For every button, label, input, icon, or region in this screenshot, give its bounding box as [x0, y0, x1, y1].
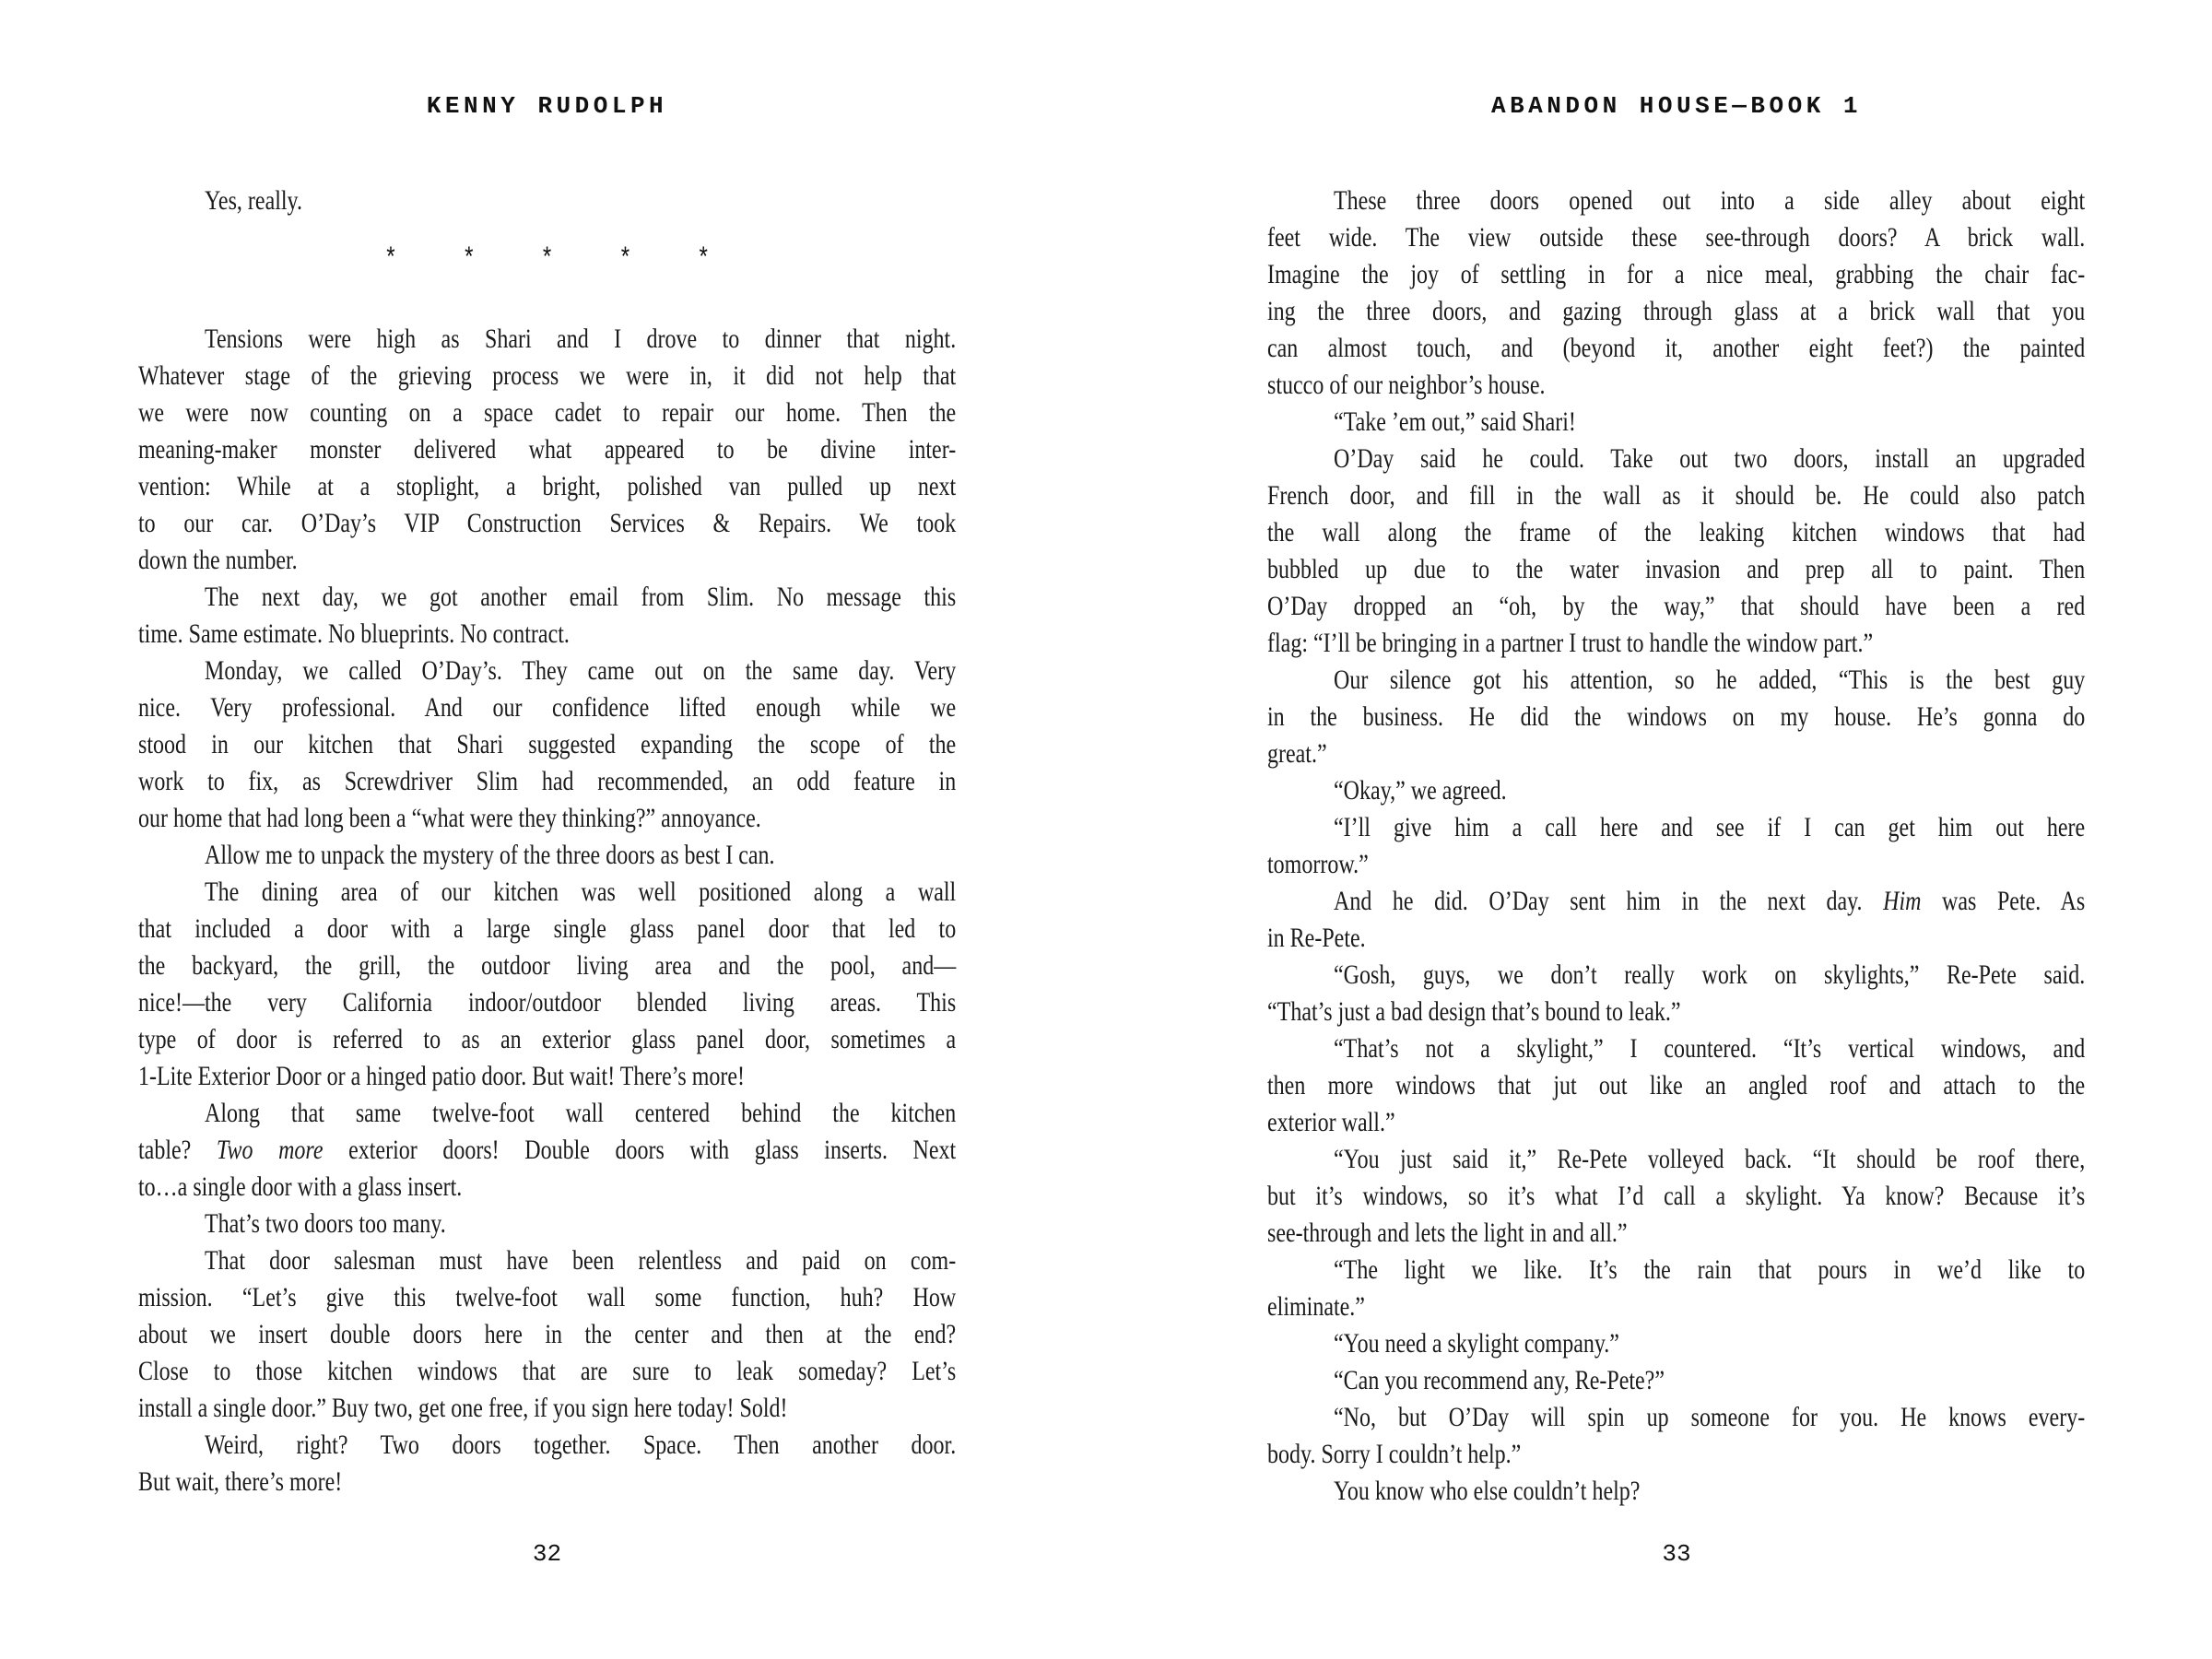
text-line: install a single door.” Buy two, get one free, if you sign here today! Sold! [138, 1393, 788, 1423]
text-line: down the number. [138, 545, 298, 575]
text-line: nice. Very professional. And our confidence lifted enough while we [138, 692, 957, 723]
left-page-text-column [138, 182, 956, 1500]
text-line: the wall along the frame of the leaking kitchen windows that had [1267, 517, 2086, 547]
asterisk-icon: * [697, 244, 711, 276]
right-page-number: 33 [1662, 1540, 1691, 1568]
text-line: O’Day said he could. Take out two doors, install an upgraded [1334, 443, 2086, 474]
text-line: vention: While at a stoplight, a bright, polished van pulled up next [138, 471, 957, 501]
text-line: Monday, we called O’Day’s. They came out on the same day. Very [205, 655, 957, 686]
text-line: “No, but O’Day will spin up someone for you. He knows every- [1334, 1402, 2086, 1432]
running-head-author: KENNY RUDOLPH [426, 92, 668, 120]
text-line: “The light we like. It’s the rain that pours in we’d like to [1334, 1254, 2086, 1285]
text-line: stucco of our neighbor’s house. [1267, 370, 1546, 400]
text-line: “Can you recommend any, Re-Pete?” [1334, 1365, 1665, 1395]
text-line: “Take ’em out,” said Shari! [1334, 406, 1576, 437]
text-line: stood in our kitchen that Shari suggested expanding the scope of the [138, 729, 957, 759]
asterisk-icon: * [540, 244, 554, 276]
text-line: And he did. O’Day sent him in the next day. Him was Pete. As [1334, 886, 2086, 916]
text-line: we were now counting on a space cadet to repair our home. Then the [138, 397, 957, 428]
text-line: Allow me to unpack the mystery of the three doors as best I can. [205, 840, 775, 870]
right-page [1267, 0, 2086, 1659]
text-line: “You need a skylight company.” [1334, 1328, 1619, 1359]
text-line: “Okay,” we agreed. [1334, 775, 1507, 806]
text-line: “Gosh, guys, we don’t really work on skylights,” Re-Pete said. [1334, 959, 2086, 990]
text-line: time. Same estimate. No blueprints. No contract. [138, 618, 570, 649]
text-line: great.” [1267, 738, 1327, 769]
text-line: Weird, right? Two doors together. Space. Then another door. [205, 1430, 957, 1460]
text-line: but it’s windows, so it’s what I’d call a skylight. Ya know? Because it’s [1267, 1181, 2086, 1211]
text-line: Close to those kitchen windows that are sure to leak someday? Let’s [138, 1356, 957, 1386]
text-line: “That’s not a skylight,” I countered. “It’s vertical windows, and [1334, 1033, 2086, 1064]
asterisk-icon: * [462, 244, 476, 276]
text-line: to…a single door with a glass insert. [138, 1171, 463, 1202]
running-head-book-title: ABANDON HOUSE—BOOK 1 [1490, 92, 1863, 120]
text-line: in the business. He did the windows on my house. He’s gonna do [1267, 701, 2086, 732]
text-line: the backyard, the grill, the outdoor living area and the pool, and— [138, 950, 957, 981]
text-line: That door salesman must have been relentless and paid on com- [205, 1245, 957, 1276]
text-line: work to fix, as Screwdriver Slim had recommended, an odd feature in [138, 766, 957, 796]
text-line: 1-Lite Exterior Door or a hinged patio door. But wait! There’s more! [138, 1061, 746, 1091]
text-line: type of door is referred to as an exterior glass panel door, sometimes a [138, 1024, 957, 1054]
text-line: “You just said it,” Re-Pete volleyed back. “It should be roof there, [1334, 1144, 2086, 1174]
text-line: O’Day dropped an “oh, by the way,” that should have been a red [1267, 591, 2086, 621]
text-line: eliminate.” [1267, 1291, 1365, 1322]
text-line: You know who else couldn’t help? [1334, 1476, 1641, 1506]
text-line: feet wide. The view outside these see-through doors? A brick wall. [1267, 222, 2086, 253]
text-line: about we insert double doors here in the center and then at the end? [138, 1319, 957, 1349]
text-line: French door, and fill in the wall as it should be. He could also patch [1267, 480, 2086, 511]
text-line: “I’ll give him a call here and see if I can get him out here [1334, 812, 2086, 842]
text-line: exterior wall.” [1267, 1107, 1395, 1137]
right-page-text-column [1267, 182, 2085, 1510]
left-page [138, 0, 956, 1659]
section-break-asterisks [138, 241, 956, 278]
text-line: Tensions were high as Shari and I drove to dinner that night. [205, 324, 957, 354]
text-line: in Re-Pete. [1267, 923, 1366, 953]
text-line: tomorrow.” [1267, 849, 1369, 879]
text-line: mission. “Let’s give this twelve-foot wall some function, huh? How [138, 1282, 957, 1312]
text-line: The dining area of our kitchen was well positioned along a wall [205, 877, 957, 907]
text-line: Whatever stage of the grieving process we were in, it did not help that [138, 360, 957, 391]
text-line: “That’s just a bad design that’s bound to leak.” [1267, 996, 1681, 1027]
text-line: see-through and lets the light in and all.” [1267, 1218, 1628, 1248]
text-line: meaning-maker monster delivered what appeared to be divine inter- [138, 434, 957, 465]
left-page-number: 32 [532, 1540, 562, 1568]
text-line: nice!—the very California indoor/outdoor blended living areas. This [138, 987, 957, 1018]
asterisk-icon: * [383, 244, 398, 276]
text-line: These three doors opened out into a side alley about eight [1334, 185, 2086, 216]
text-line: body. Sorry I couldn’t help.” [1267, 1439, 1522, 1469]
text-line: our home that had long been a “what were they thinking?” annoyance. [138, 803, 761, 833]
text-line: ing the three doors, and gazing through glass at a brick wall that you [1267, 296, 2086, 326]
text-line: bubbled up due to the water invasion and prep all to paint. Then [1267, 554, 2086, 584]
text-line: But wait, there’s more! [138, 1466, 343, 1497]
text-line: Along that same twelve-foot wall centered behind the kitchen [205, 1098, 957, 1128]
text-line: Imagine the joy of settling in for a nice meal, grabbing the chair fac- [1267, 259, 2086, 289]
text-line: then more windows that jut out like an angled roof and attach to the [1267, 1070, 2086, 1100]
text-line: table? Two more exterior doors! Double doors with glass inserts. Next [138, 1135, 957, 1165]
text-line: can almost touch, and (beyond it, another eight feet?) the painted [1267, 333, 2086, 363]
text-line: The next day, we got another email from Slim. No message this [205, 582, 957, 612]
text-line: to our car. O’Day’s VIP Construction Services & Repairs. We took [138, 508, 957, 538]
text-line: flag: “I’ll be bringing in a partner I trust to handle the window part.” [1267, 628, 1874, 658]
text-line: Yes, really. [205, 185, 302, 216]
asterisk-icon: * [618, 244, 632, 276]
text-line: that included a door with a large single glass panel door that led to [138, 913, 957, 944]
text-line: Our silence got his attention, so he added, “This is the best guy [1334, 665, 2086, 695]
text-line: That’s two doors too many. [205, 1208, 446, 1239]
